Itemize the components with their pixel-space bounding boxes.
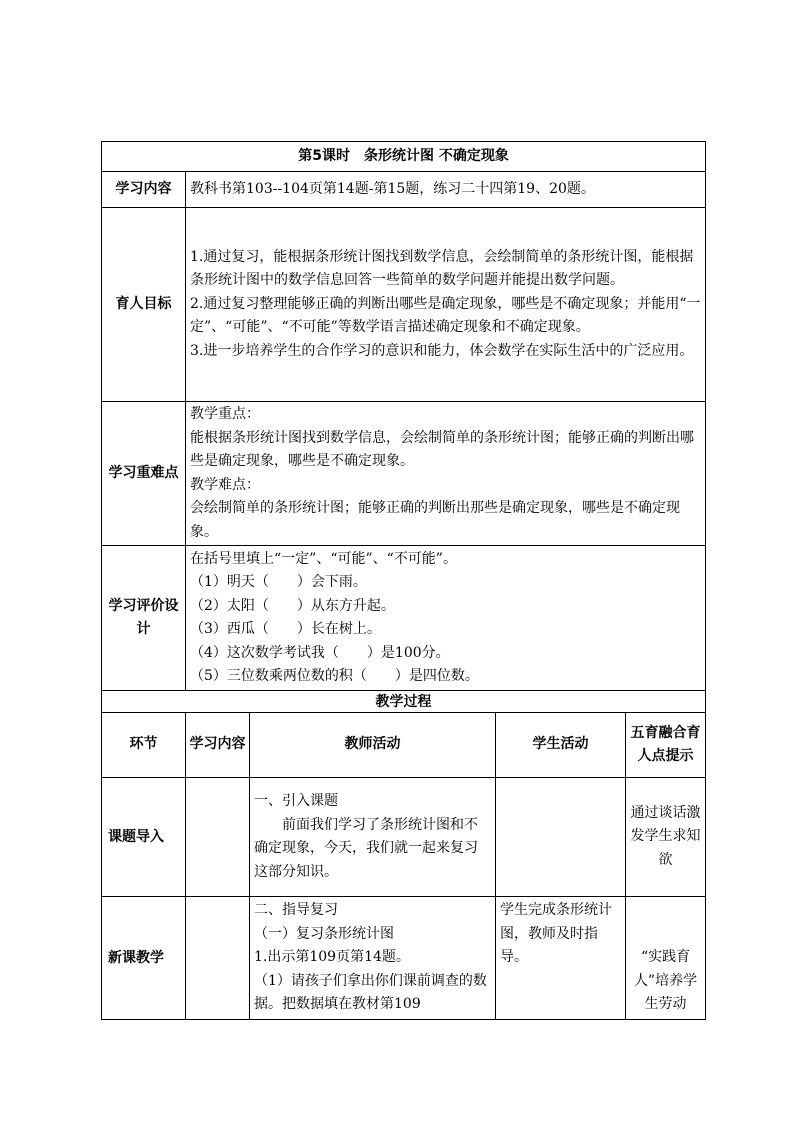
content-cell: [186, 778, 250, 897]
column-header-student: 学生活动: [496, 713, 626, 778]
learning-content-text: 教科书第103--104页第14题-第15题，练习二十四第19、20题。: [186, 172, 706, 208]
process-heading: 教学过程: [102, 691, 706, 713]
process-header-row: [102, 713, 706, 778]
evaluation-line: （3）西瓜（ ）长在树上。: [190, 621, 381, 637]
keypoints-label: 学习重难点: [102, 402, 186, 546]
evaluation-line: （5）三位数乘两位数的积（ ）是四位数。: [190, 668, 479, 684]
keypoints-row: [102, 402, 706, 546]
student-cell: 学生完成条形统计图，教师及时指导。: [496, 897, 626, 1020]
tip-cell: “实践育人”培养学生劳动: [626, 897, 706, 1020]
evaluation-row: [102, 546, 706, 691]
evaluation-line: （1）明天（ ）会下雨。: [190, 574, 367, 590]
evaluation-line: （2）太阳（ ）从东方升起。: [190, 597, 395, 614]
tip-cell: 通过谈话激发学生求知欲: [626, 778, 706, 897]
goals-content: [186, 208, 706, 402]
evaluation-line: （4）这次数学考试我（ ）是100分。: [190, 644, 450, 661]
process-heading-row: [102, 691, 706, 713]
keypoint-line: 教学难点：: [190, 476, 260, 493]
keypoint-line: 教学重点：: [190, 406, 260, 422]
evaluation-content: [186, 546, 706, 691]
evaluation-label: 学习评价设计: [102, 546, 186, 691]
lesson-title: 第5课时 条形统计图 不确定现象: [102, 142, 706, 172]
stage-cell: 课题导入: [102, 778, 186, 897]
goals-row: [102, 208, 706, 402]
goal-item: 2.通过复习整理能够正确的判断出哪些是确定现象，哪些是不确定现象；并能用“一定”、“可能”、“不可能”等数学语言描述确定现象和不确定现象。: [190, 295, 701, 336]
teacher-line: 1.出示第109页第14题。: [254, 949, 410, 965]
process-row-intro: [102, 778, 706, 897]
teacher-line: 二、指导复习: [254, 902, 338, 918]
evaluation-line: 在括号里填上“一定”、“可能”、“不可能”。: [190, 550, 457, 567]
goal-item: 3.进一步培养学生的合作学习的意识和能力，体会数学在实际生活中的广泛应用。: [190, 342, 694, 359]
keypoint-line: 会绘制简单的条形统计图；能够正确的判断出那些是确定现象，哪些是不确定现象。: [190, 500, 680, 540]
column-header-content: 学习内容: [186, 713, 250, 778]
column-header-tip: 五育融合育人点提示: [626, 713, 706, 778]
lesson-plan-table: [101, 141, 706, 1020]
student-cell: [496, 778, 626, 897]
lesson-plan-document: [101, 141, 705, 1020]
keypoints-content: [186, 402, 706, 546]
column-header-teacher: 教师活动: [250, 713, 496, 778]
teacher-line: （1）请孩子们拿出你们课前调查的数据。把数据填在教材第109: [254, 972, 487, 1012]
content-cell: [186, 897, 250, 1020]
goals-label: 育人目标: [102, 208, 186, 402]
teacher-line: （一）复习条形统计图: [254, 925, 394, 942]
goal-item: 1.通过复习，能根据条形统计图找到数学信息，会绘制简单的条形统计图，能根据条形统计图中的数学信息回答一些简单的数学问题并能提出数学问题。: [190, 248, 694, 289]
stage-cell: 新课教学: [102, 897, 186, 1020]
teacher-line: 前面我们学习了条形统计图和不确定现象，今天，我们就一起来复习这部分知识。: [254, 816, 478, 880]
teacher-line: 一、引入课题: [254, 793, 338, 809]
column-header-stage: 环节: [102, 713, 186, 778]
teacher-cell: [250, 778, 496, 897]
learning-content-row: [102, 172, 706, 208]
learning-content-label: 学习内容: [102, 172, 186, 208]
teacher-cell: [250, 897, 496, 1020]
title-row: [102, 142, 706, 172]
keypoint-line: 能根据条形统计图找到数学信息，会绘制简单的条形统计图；能够正确的判断出哪些是确定现象，哪些是不确定现象。: [190, 429, 694, 469]
process-row-new-lesson: [102, 897, 706, 1020]
